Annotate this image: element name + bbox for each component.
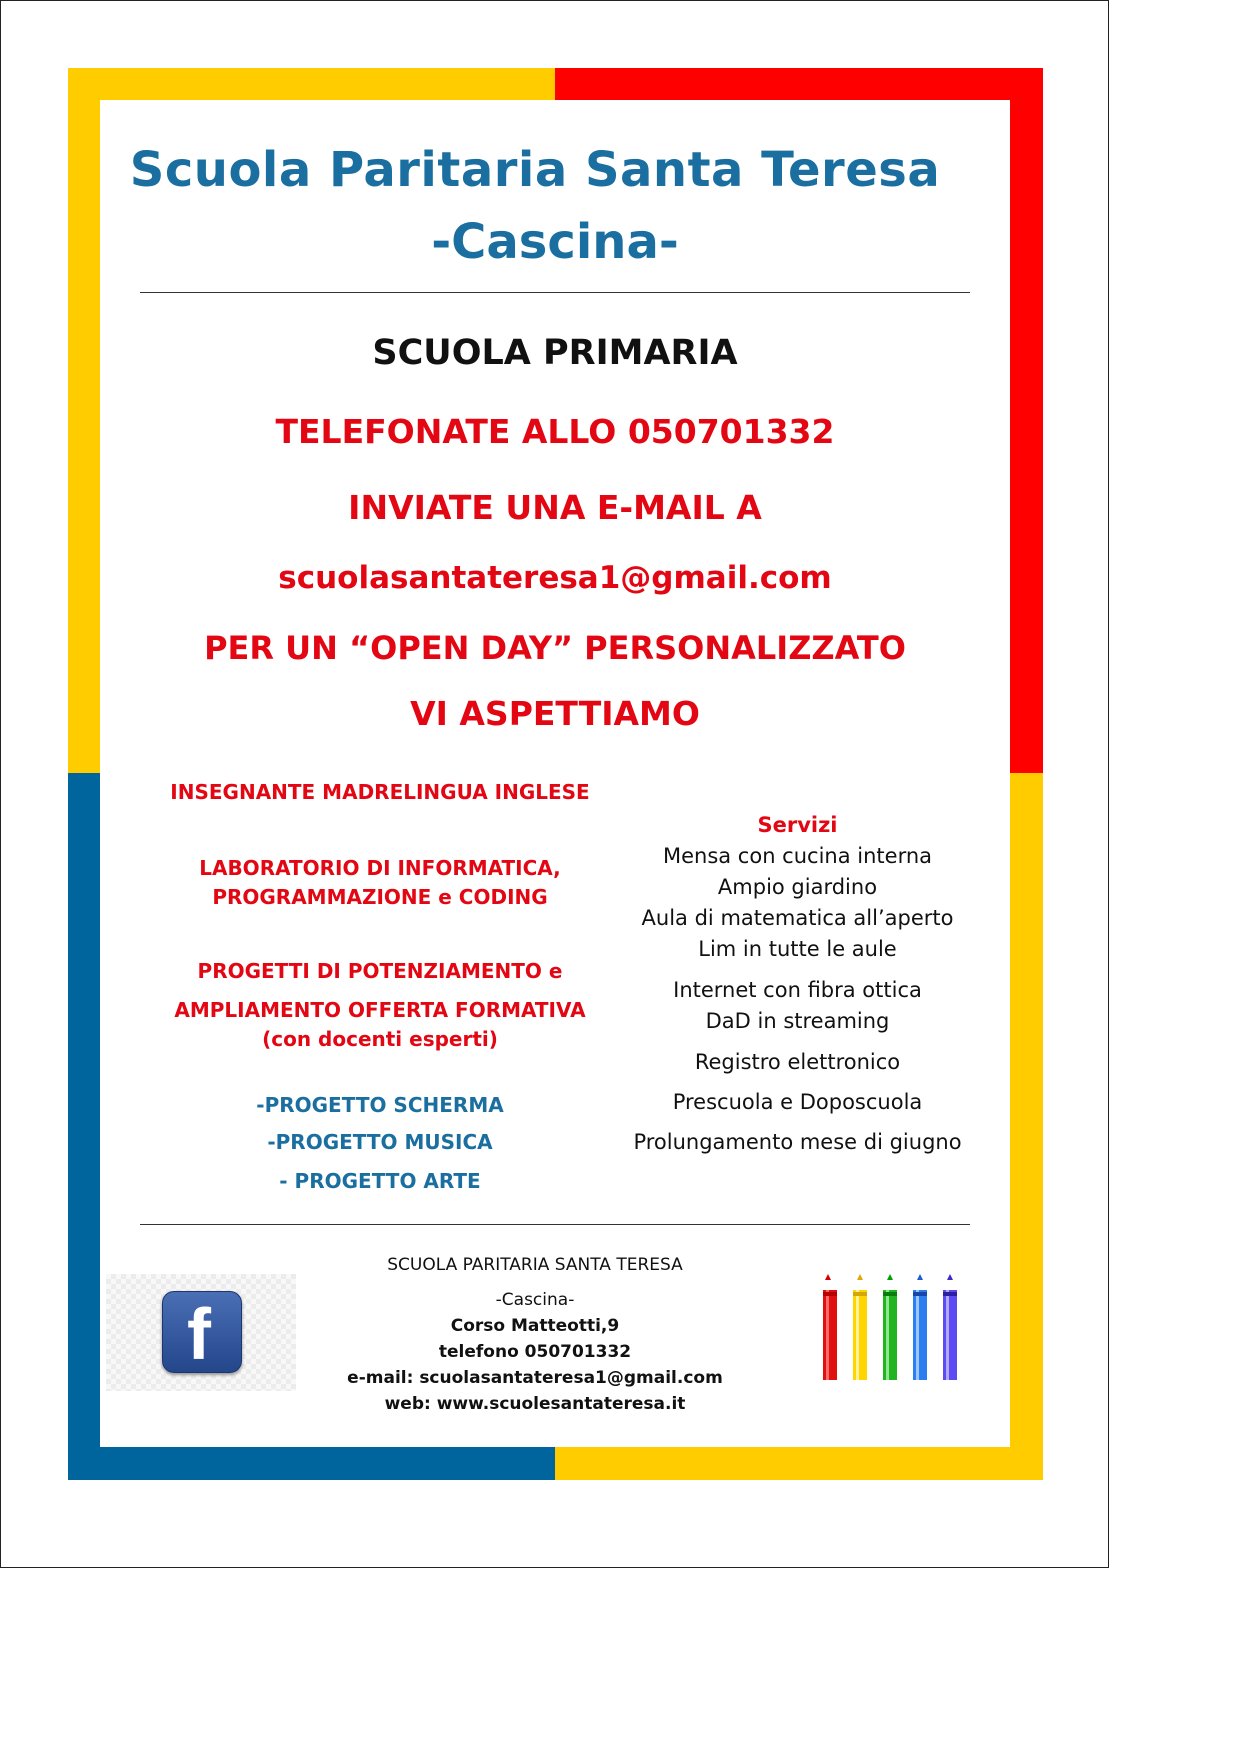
pencil-blue: [913, 1274, 927, 1380]
facebook-link[interactable]: [106, 1274, 296, 1391]
service-lim: Lim in tutte le aule: [698, 937, 897, 961]
colored-pencils-icon: [815, 1274, 970, 1389]
project-fencing: -PROGETTO SCHERMA: [256, 1093, 504, 1117]
service-fiber-internet: Internet con fibra ottica: [673, 978, 922, 1002]
service-june-extension: Prolungamento mese di giugno: [633, 1130, 962, 1154]
footer-phone: telefono 050701332: [438, 1342, 632, 1362]
service-canteen: Mensa con cucina interna: [662, 844, 933, 868]
feature-coding: PROGRAMMAZIONE e CODING: [212, 885, 548, 909]
email-intro-line: INVIATE UNA E-MAIL A: [348, 488, 762, 527]
poster-content-area: [100, 100, 1010, 1447]
pencil-red: [823, 1274, 837, 1380]
feature-training-offer: AMPLIAMENTO OFFERTA FORMATIVA: [174, 998, 586, 1022]
school-level-heading: SCUOLA PRIMARIA: [372, 333, 738, 373]
service-outdoor-math: Aula di matematica all’aperto: [641, 906, 954, 930]
footer-school-name: SCUOLA PARITARIA SANTA TERESA: [387, 1255, 683, 1275]
email-address[interactable]: scuolasantateresa1@gmail.com: [278, 560, 832, 596]
facebook-icon[interactable]: f: [162, 1291, 242, 1373]
service-pre-after-school: Prescuola e Doposcuola: [672, 1090, 923, 1114]
pencil-violet: [943, 1274, 957, 1380]
pencil-yellow: [853, 1274, 867, 1380]
footer-email[interactable]: e-mail: scuolasantateresa1@gmail.com: [347, 1368, 723, 1388]
footer-divider: [140, 1224, 970, 1225]
footer-city: -Cascina-: [495, 1290, 575, 1310]
feature-projects: PROGETTI DI POTENZIAMENTO e: [197, 959, 563, 983]
open-day-line: PER UN “OPEN DAY” PERSONALIZZATO: [204, 629, 906, 667]
school-city: -Cascina-: [431, 214, 679, 270]
feature-english-teacher: INSEGNANTE MADRELINGUA INGLESE: [170, 780, 590, 804]
phone-call-line: TELEFONATE ALLO 050701332: [275, 412, 835, 451]
feature-computer-lab: LABORATORIO DI INFORMATICA,: [199, 856, 561, 880]
header-divider: [140, 292, 970, 293]
welcome-line: VI ASPETTIAMO: [410, 694, 700, 733]
footer-website[interactable]: web: www.scuolesantateresa.it: [384, 1394, 686, 1414]
services-title: Servizi: [757, 813, 838, 837]
service-dad-streaming: DaD in streaming: [705, 1009, 890, 1033]
project-art: - PROGETTO ARTE: [279, 1169, 481, 1193]
school-title: Scuola Paritaria Santa Teresa: [129, 142, 941, 198]
project-music: -PROGETTO MUSICA: [267, 1130, 493, 1154]
feature-expert-teachers: (con docenti esperti): [262, 1027, 498, 1051]
footer-address: Corso Matteotti,9: [450, 1316, 620, 1336]
service-electronic-register: Registro elettronico: [694, 1050, 901, 1074]
pencil-green: [883, 1274, 897, 1380]
service-garden: Ampio giardino: [717, 875, 878, 899]
